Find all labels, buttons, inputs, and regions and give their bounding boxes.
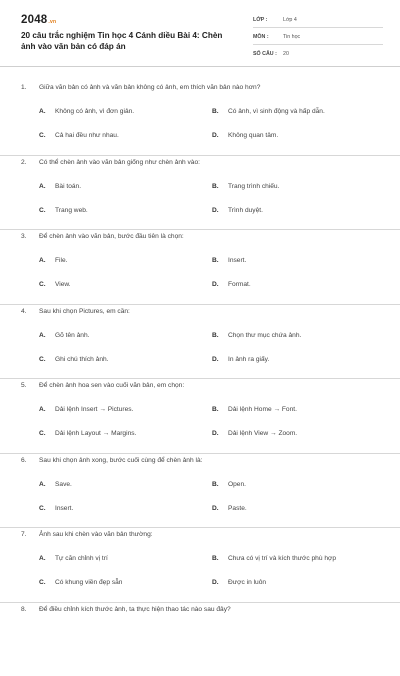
option-letter: C. <box>39 505 55 512</box>
option-letter: A. <box>39 406 55 413</box>
option-text: Không có ảnh, vì đơn giản. <box>55 108 134 115</box>
meta-label: MÔN : <box>253 34 283 40</box>
question-number: 2. <box>21 159 27 166</box>
option-letter: A. <box>39 108 55 115</box>
option-text: Dải lệnh Layout → Margins. <box>55 430 136 437</box>
option-text: Bài toán. <box>55 183 81 190</box>
question-item <box>0 156 400 231</box>
question-text: Để chèn ảnh vào văn bản, bước đầu tiên là chọn: <box>39 233 379 240</box>
option-b[interactable] <box>212 108 325 115</box>
question-item <box>0 603 400 676</box>
meta-label: SỐ CÂU : <box>253 51 283 57</box>
option-text: Có khung viền đẹp sẵn <box>55 579 122 586</box>
question-text: Sau khi chọn ảnh xong, bước cuối cùng để chèn ảnh là: <box>39 457 379 464</box>
option-text: Chọn thư mục chứa ảnh. <box>228 332 301 339</box>
option-d[interactable] <box>212 356 269 363</box>
option-letter: C. <box>39 281 55 288</box>
option-letter: D. <box>212 207 228 214</box>
option-b[interactable] <box>212 481 246 488</box>
option-text: View. <box>55 281 71 288</box>
option-text: Insert. <box>55 505 73 512</box>
option-d[interactable] <box>212 132 278 139</box>
option-letter: A. <box>39 481 55 488</box>
meta-row-subject <box>253 30 383 45</box>
option-letter: B. <box>212 183 228 190</box>
option-text: Cả hai đều như nhau. <box>55 132 119 139</box>
option-letter: D. <box>212 505 228 512</box>
option-c[interactable] <box>39 207 88 214</box>
option-letter: A. <box>39 555 55 562</box>
option-a[interactable] <box>39 332 89 339</box>
option-d[interactable] <box>212 505 247 512</box>
option-c[interactable] <box>39 281 71 288</box>
option-letter: C. <box>39 579 55 586</box>
option-a[interactable] <box>39 555 108 562</box>
question-number: 7. <box>21 531 27 538</box>
option-text: File. <box>55 257 67 264</box>
meta-value: Lớp 4 <box>283 17 297 23</box>
logo-text: 2048 <box>21 14 47 26</box>
quiz-meta <box>253 13 383 63</box>
question-text: Có thể chèn ảnh vào văn bản giống như chèn ảnh vào: <box>39 159 379 166</box>
question-number: 3. <box>21 233 27 240</box>
page-title: 20 câu trắc nghiệm Tin học 4 Cánh diều Bài 4: Chèn ảnh vào văn bản có đáp án <box>21 30 236 52</box>
option-a[interactable] <box>39 257 67 264</box>
option-letter: D. <box>212 132 228 139</box>
option-a[interactable] <box>39 481 72 488</box>
option-letter: B. <box>212 555 228 562</box>
option-text: Paste. <box>228 505 247 512</box>
question-number: 4. <box>21 308 27 315</box>
option-letter: D. <box>212 281 228 288</box>
question-text: Để chèn ảnh hoa sen vào cuối văn bản, em chọn: <box>39 382 379 389</box>
option-letter: D. <box>212 356 228 363</box>
option-text: Gõ tên ảnh. <box>55 332 89 339</box>
option-b[interactable] <box>212 406 297 413</box>
option-letter: C. <box>39 132 55 139</box>
meta-value: Tin học <box>283 34 300 40</box>
option-text: Tự căn chỉnh vị trí <box>55 555 108 562</box>
question-text: Sau khi chọn Pictures, em cần: <box>39 308 379 315</box>
option-letter: A. <box>39 257 55 264</box>
option-d[interactable] <box>212 281 251 288</box>
question-item <box>0 81 400 156</box>
option-b[interactable] <box>212 183 279 190</box>
meta-row-count <box>253 47 383 61</box>
option-letter: C. <box>39 430 55 437</box>
option-letter: A. <box>39 332 55 339</box>
option-letter: B. <box>212 332 228 339</box>
question-number: 1. <box>21 84 27 91</box>
question-item <box>0 454 400 529</box>
option-text: Trình duyệt. <box>228 207 263 214</box>
option-text: Không quan tâm. <box>228 132 278 139</box>
question-item <box>0 230 400 305</box>
option-b[interactable] <box>212 257 246 264</box>
option-d[interactable] <box>212 579 266 586</box>
question-text: Để điều chỉnh kích thước ảnh, ta thực hiện thao tác nào sau đây? <box>39 606 379 613</box>
question-text: Giữa văn bản có ảnh và văn bản không có ảnh, em thích văn bản nào hơn? <box>39 84 379 91</box>
option-letter: C. <box>39 356 55 363</box>
option-c[interactable] <box>39 132 119 139</box>
question-list <box>0 67 400 676</box>
option-text: Dải lệnh Insert → Pictures. <box>55 406 133 413</box>
option-b[interactable] <box>212 332 301 339</box>
option-text: Save. <box>55 481 72 488</box>
option-text: Trang web. <box>55 207 88 214</box>
meta-value: 20 <box>283 51 289 57</box>
question-number: 5. <box>21 382 27 389</box>
option-letter: D. <box>212 579 228 586</box>
option-text: Chưa có vị trí và kích thước phù hợp <box>228 555 336 562</box>
option-letter: B. <box>212 481 228 488</box>
option-letter: B. <box>212 108 228 115</box>
site-logo[interactable] <box>21 14 56 26</box>
meta-label: LỚP : <box>253 17 283 23</box>
option-text: Open. <box>228 481 246 488</box>
option-a[interactable] <box>39 183 81 190</box>
option-text: In ảnh ra giấy. <box>228 356 269 363</box>
question-number: 8. <box>21 606 27 613</box>
meta-row-grade <box>253 13 383 28</box>
option-c[interactable] <box>39 430 136 437</box>
option-text: Trang trình chiếu. <box>228 183 279 190</box>
question-text: Ảnh sau khi chèn vào văn bản thường: <box>39 531 379 538</box>
question-item <box>0 305 400 380</box>
option-letter: B. <box>212 257 228 264</box>
option-text: Format. <box>228 281 251 288</box>
option-text: Dải lệnh View → Zoom. <box>228 430 297 437</box>
logo-suffix: .vn <box>48 19 56 25</box>
option-text: Ghi chú thích ảnh. <box>55 356 109 363</box>
option-a[interactable] <box>39 108 134 115</box>
option-text: Được in luôn <box>228 579 266 586</box>
option-letter: A. <box>39 183 55 190</box>
option-letter: B. <box>212 406 228 413</box>
option-text: Dải lệnh Home → Font. <box>228 406 297 413</box>
option-text: Có ảnh, vì sinh động và hấp dẫn. <box>228 108 325 115</box>
option-d[interactable] <box>212 207 263 214</box>
option-c[interactable] <box>39 579 122 586</box>
question-item <box>0 379 400 454</box>
question-item <box>0 528 400 603</box>
page-header <box>0 0 400 67</box>
option-letter: D. <box>212 430 228 437</box>
question-number: 6. <box>21 457 27 464</box>
option-c[interactable] <box>39 505 73 512</box>
option-letter: C. <box>39 207 55 214</box>
option-b[interactable] <box>212 555 336 562</box>
option-d[interactable] <box>212 430 297 437</box>
option-a[interactable] <box>39 406 133 413</box>
option-text: Insert. <box>228 257 246 264</box>
option-c[interactable] <box>39 356 109 363</box>
